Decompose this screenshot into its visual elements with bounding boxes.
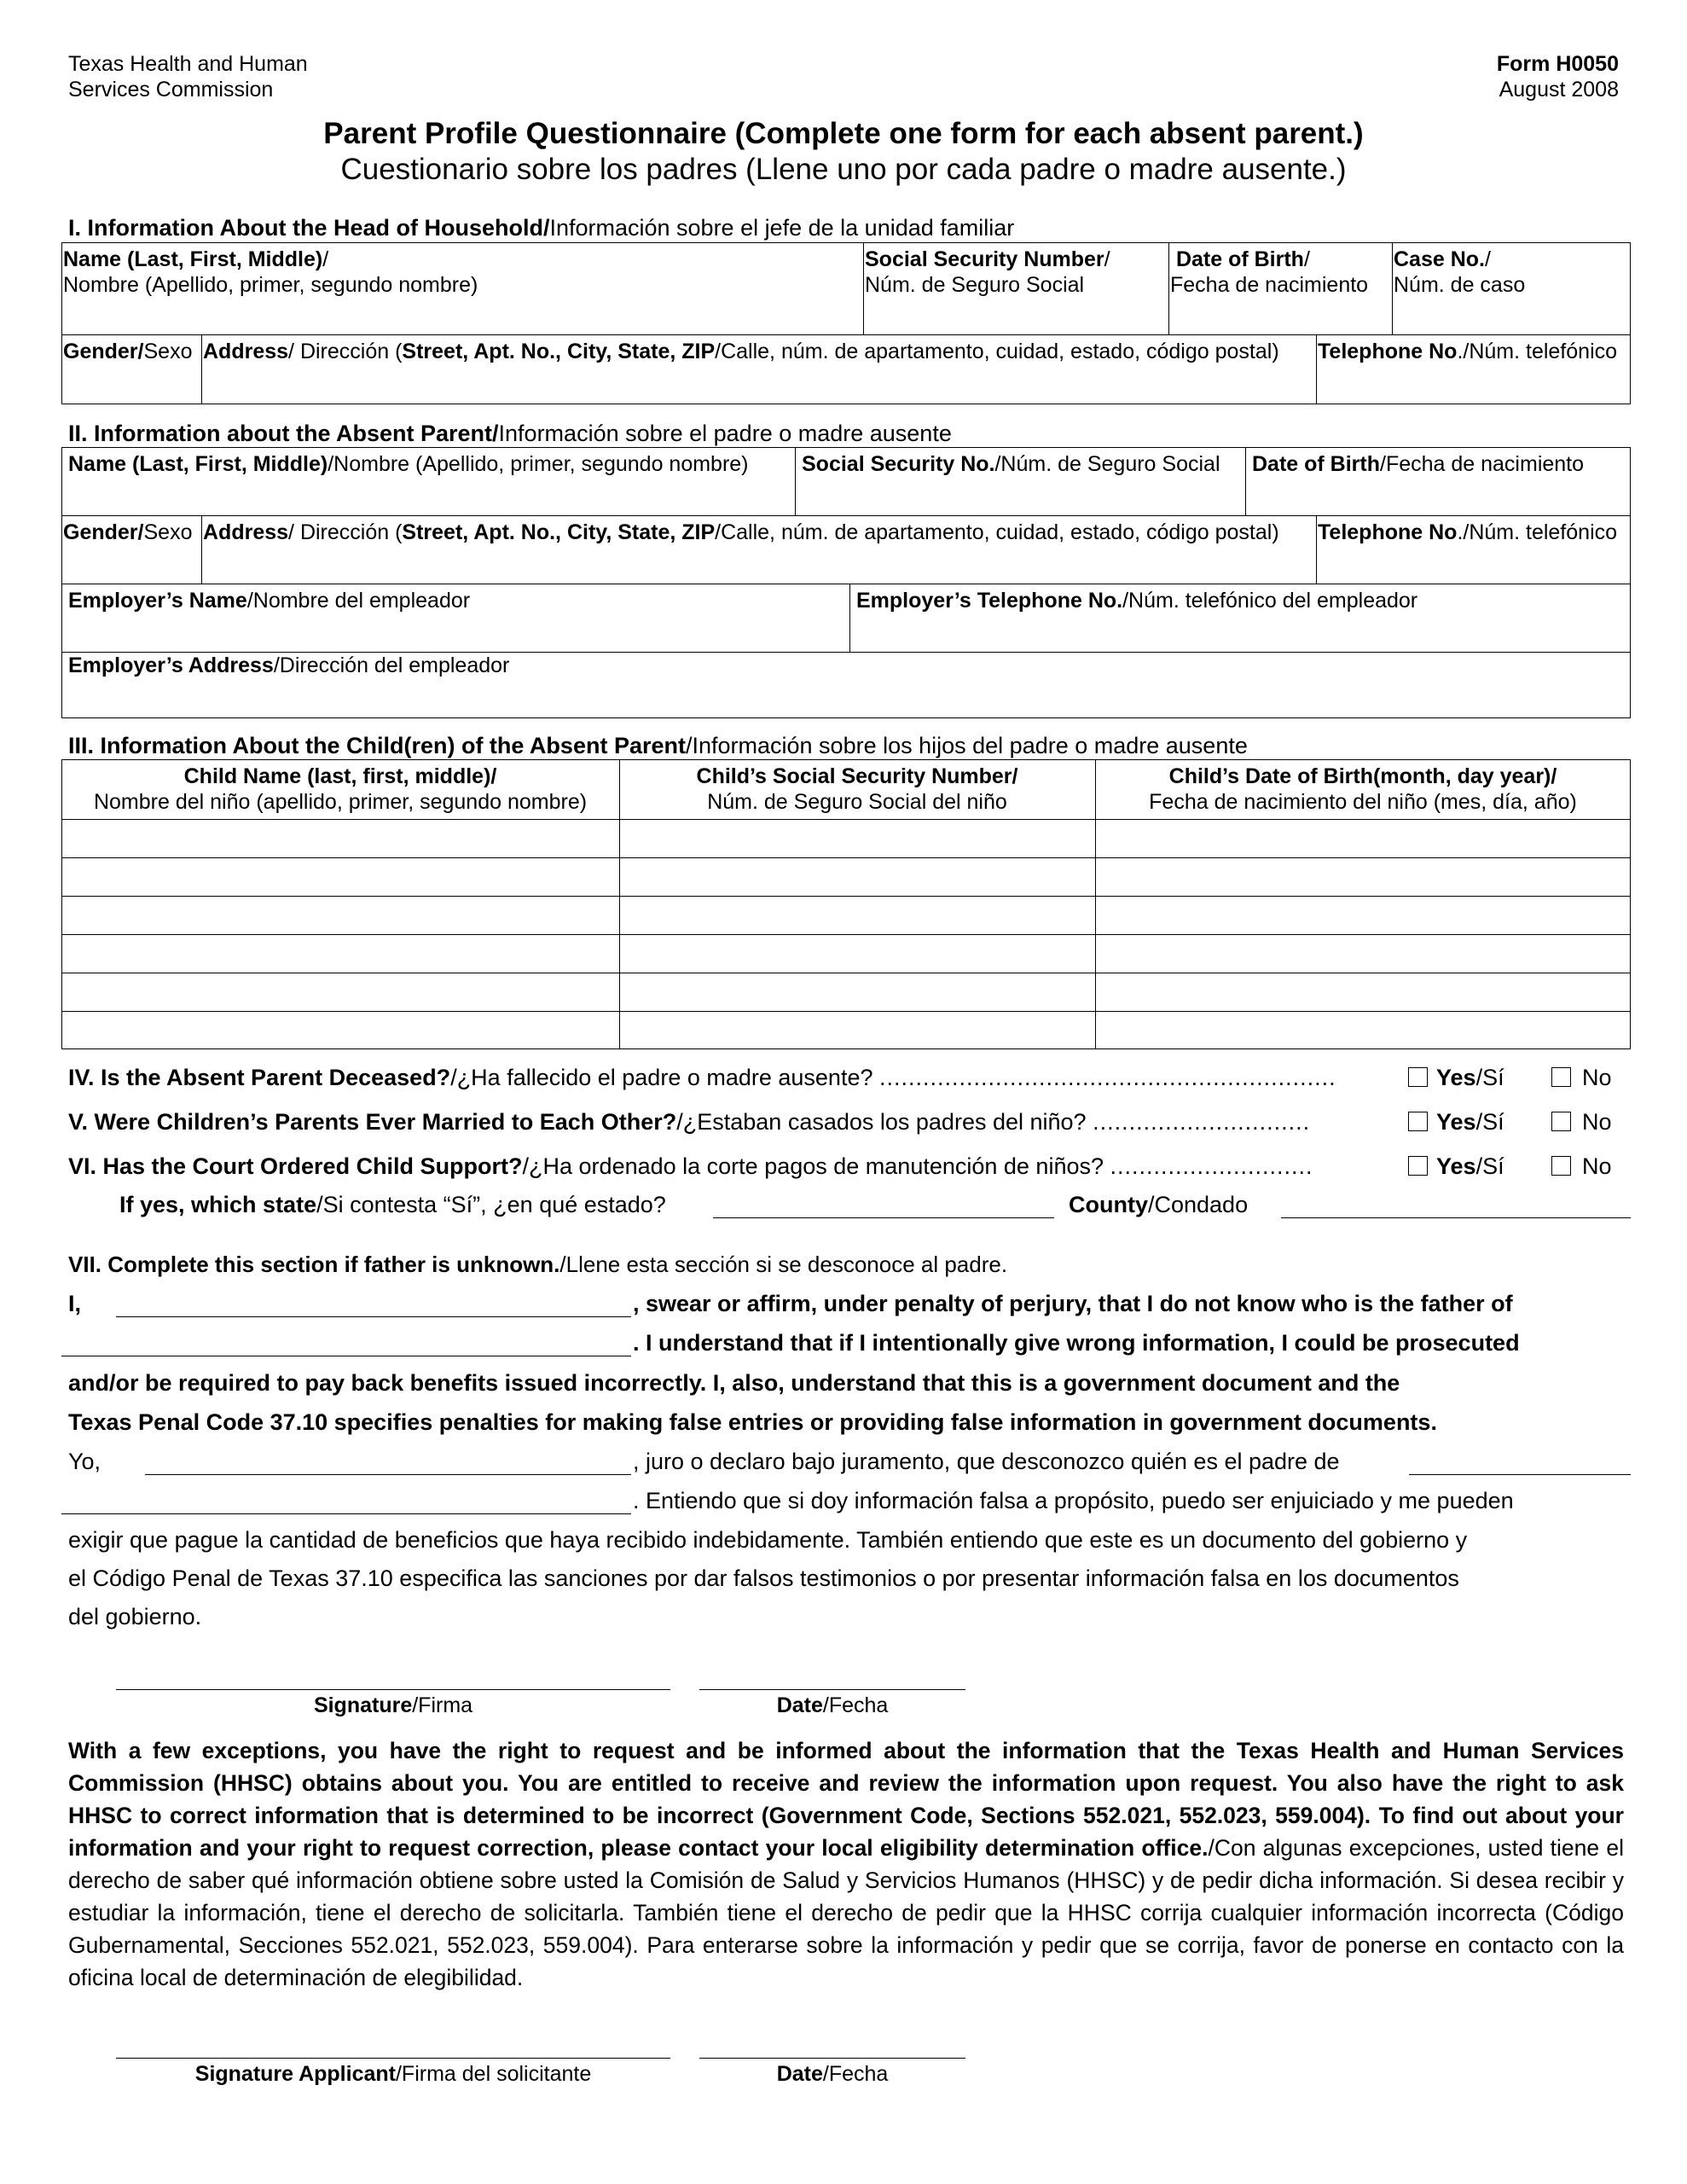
child-row-3-name[interactable] — [63, 897, 617, 932]
section-1-heading: I. Information About the Head of Household/Información sobre el jefe de la unidad familiar — [68, 215, 1015, 241]
hoh-address-field[interactable]: Address/ Dirección (Street, Apt. No., City, State, ZIP/Calle, núm. de apartamento, cuidad, estado, código postal) — [203, 340, 1279, 363]
county-input[interactable] — [1281, 1217, 1631, 1218]
hoh-dob-field[interactable]: Date of Birth/ Fecha de nacimiento — [1170, 247, 1369, 297]
q4-yes-checkbox[interactable] — [1408, 1067, 1428, 1087]
q6-no-checkbox[interactable] — [1551, 1156, 1571, 1176]
section-2-heading: II. Information about the Absent Parent/Información sobre el padre o madre ausente — [68, 421, 952, 446]
state-input[interactable] — [713, 1217, 1054, 1218]
es-child-name-input[interactable] — [1409, 1474, 1631, 1475]
section-7-signature-label: Signature/Firma — [313, 1693, 473, 1717]
en-name-input[interactable] — [116, 1316, 631, 1317]
ap-ssn-field[interactable]: Social Security No./Núm. de Seguro Social — [802, 452, 1220, 476]
ap-phone-field[interactable]: Telephone No./Núm. telefónico — [1318, 520, 1618, 544]
section-3-heading: III. Information About the Child(ren) of the Absent Parent/Información sobre los hijos del padre o madre ausente — [68, 733, 1248, 758]
section-7-date-label: Date/Fecha — [776, 1693, 889, 1717]
es-yo-label: Yo, — [68, 1449, 101, 1474]
q5-no-label: No — [1582, 1109, 1612, 1135]
county-label: County/Condado — [1069, 1192, 1249, 1217]
state-label: If yes, which state/Si contesta “Sí”, ¿en qué estado? — [119, 1192, 666, 1217]
section-7-date-input[interactable] — [699, 1689, 965, 1690]
es-child-name-input-2[interactable] — [61, 1513, 631, 1514]
hoh-ssn-field[interactable]: Social Security Number/ Núm. de Seguro Social — [865, 247, 1110, 297]
ap-employer-address-field[interactable]: Employer’s Address/Dirección del empleador — [68, 653, 510, 677]
question-4: IV. Is the Absent Parent Deceased?/¿Ha fallecido el padre o madre ausente? ............................................................... — [68, 1065, 1336, 1090]
q5-yes-checkbox[interactable] — [1408, 1112, 1428, 1131]
q6-no-label: No — [1582, 1153, 1612, 1179]
hoh-phone-field[interactable]: Telephone No./Núm. telefónico — [1318, 340, 1618, 363]
ap-employer-name-field[interactable]: Employer’s Name/Nombre del empleador — [68, 589, 471, 613]
applicant-date-label: Date/Fecha — [776, 2062, 889, 2086]
child-row-6-name[interactable] — [63, 1013, 617, 1048]
child-row-1-name[interactable] — [63, 821, 617, 856]
es-line-1: , juro o declaro bajo juramento, que desconozco quién es el padre de — [633, 1449, 1340, 1474]
ap-employer-phone-field[interactable]: Employer’s Telephone No./Núm. telefónico del empleador — [856, 589, 1418, 613]
form-date: August 2008 — [1499, 78, 1619, 102]
title-spanish: Cuestionario sobre los padres (Llene uno por cada padre o madre ausente.) — [340, 153, 1347, 186]
es-line-3: exigir que pague la cantidad de beneficios que haya recibido indebidamente. También entiendo que este es un documento del gobierno y — [68, 1527, 1468, 1553]
q6-yes-label: Yes/Sí — [1436, 1153, 1504, 1179]
q5-yes-label: Yes/Sí — [1436, 1109, 1504, 1135]
ap-dob-field[interactable]: Date of Birth/Fecha de nacimiento — [1252, 452, 1585, 476]
child-row-2-name[interactable] — [63, 859, 617, 894]
en-i-label: I, — [68, 1291, 82, 1316]
hoh-name-field[interactable]: Name (Last, First, Middle)/ Nombre (Apellido, primer, segundo nombre) — [63, 247, 478, 297]
applicant-date-input[interactable] — [699, 2058, 965, 2059]
form-id — [1497, 51, 1619, 102]
q6-yes-checkbox[interactable] — [1408, 1156, 1428, 1176]
hoh-case-field[interactable]: Case No./ Núm. de caso — [1394, 247, 1526, 297]
col-child-name-header: Child Name (last, first, middle)/ Nombre del niño (apellido, primer, segundo nombre) — [93, 764, 588, 814]
question-5: V. Were Children’s Parents Ever Married to Each Other?/¿Estaban casados los padres del niño? .............................. — [68, 1109, 1311, 1135]
agency-line-2: Services Commission — [68, 78, 274, 102]
title-english: Parent Profile Questionnaire (Complete one form for each absent parent.) — [323, 117, 1364, 150]
es-line-2: . Entiendo que si doy información falsa a propósito, puedo ser enjuiciado y me pueden — [633, 1488, 1514, 1513]
agency-line-1: Texas Health and Human — [68, 52, 308, 76]
q5-no-checkbox[interactable] — [1551, 1112, 1571, 1131]
en-line-2: . I understand that if I intentionally give wrong information, I could be prosecuted — [633, 1330, 1520, 1356]
en-line-4: Texas Penal Code 37.10 specifies penalties for making false entries or providing false information in government documents. — [68, 1409, 1437, 1435]
form-number: Form H0050 — [1496, 52, 1619, 76]
child-row-4-name[interactable] — [63, 936, 617, 971]
section-7-signature-input[interactable] — [116, 1689, 670, 1690]
privacy-notice: With a few exceptions, you have the right to request and be informed about the information that the Texas Health and Human Services Commission (HHSC) obtains about you. You are entitled to receive and review the information upon request. You also have the right to ask HHSC to correct information that is determined to be incorrect (Government Code, Sections 552.021, 552.023, 559.004). To find out about your information and your right to request correction, please contact your local eligibility determination office./Con algunas excepciones, usted tiene el derecho de saber qué información obtiene sobre usted la Comisión de Salud y Servicios Humanos (HHSC) y de pedir dicha información. Si desea recibir y estudiar la información, tiene el derecho de solicitarla. También tiene el derecho de pedir que la HHSC corrija cualquier información incorrecta (Código Gubernamental, Secciones 552.021, 552.023, 559.004). Para enterarse sobre la información y pedir que se corrija, favor de ponerse en contacto con la oficina local de determinación de elegibilidad. — [68, 1738, 1624, 1990]
q4-no-label: No — [1582, 1065, 1612, 1090]
es-line-4: el Código Penal de Texas 37.10 especifica las sanciones por dar falsos testimonios o por presentar información falsa en los documentos — [68, 1565, 1459, 1591]
q4-no-checkbox[interactable] — [1551, 1067, 1571, 1087]
ap-address-field[interactable]: Address/ Dirección (Street, Apt. No., City, State, ZIP/Calle, núm. de apartamento, cuidad, estado, código postal) — [203, 520, 1279, 544]
child-row-5-name[interactable] — [63, 974, 617, 1009]
es-line-5: del gobierno. — [68, 1604, 202, 1629]
section-7-heading: VII. Complete this section if father is unknown./Llene esta sección si se desconoce al padre. — [68, 1252, 1008, 1277]
col-child-dob-header: Child’s Date of Birth(month, day year)/ Fecha de nacimiento del niño (mes, día, año) — [1149, 764, 1577, 814]
agency-name — [68, 51, 308, 102]
es-name-input[interactable] — [145, 1474, 631, 1475]
en-line-3: and/or be required to pay back benefits issued incorrectly. I, also, understand that this is a government document and the — [68, 1370, 1400, 1396]
question-6: VI. Has the Court Ordered Child Support?/¿Ha ordenado la corte pagos de manutención de niños? ............................ — [68, 1153, 1313, 1179]
applicant-signature-input[interactable] — [116, 2058, 670, 2059]
col-child-ssn-header: Child’s Social Security Number/ Núm. de Seguro Social del niño — [696, 764, 1018, 814]
hoh-gender-field[interactable]: Gender/Sexo — [63, 340, 193, 363]
q4-yes-label: Yes/Sí — [1436, 1065, 1504, 1090]
ap-gender-field[interactable]: Gender/Sexo — [63, 520, 193, 544]
en-line-1: , swear or affirm, under penalty of perjury, that I do not know who is the father of — [633, 1291, 1513, 1316]
ap-name-field[interactable]: Name (Last, First, Middle)/Nombre (Apellido, primer, segundo nombre) — [68, 452, 749, 476]
applicant-signature-label: Signature Applicant/Firma del solicitante — [194, 2062, 592, 2086]
